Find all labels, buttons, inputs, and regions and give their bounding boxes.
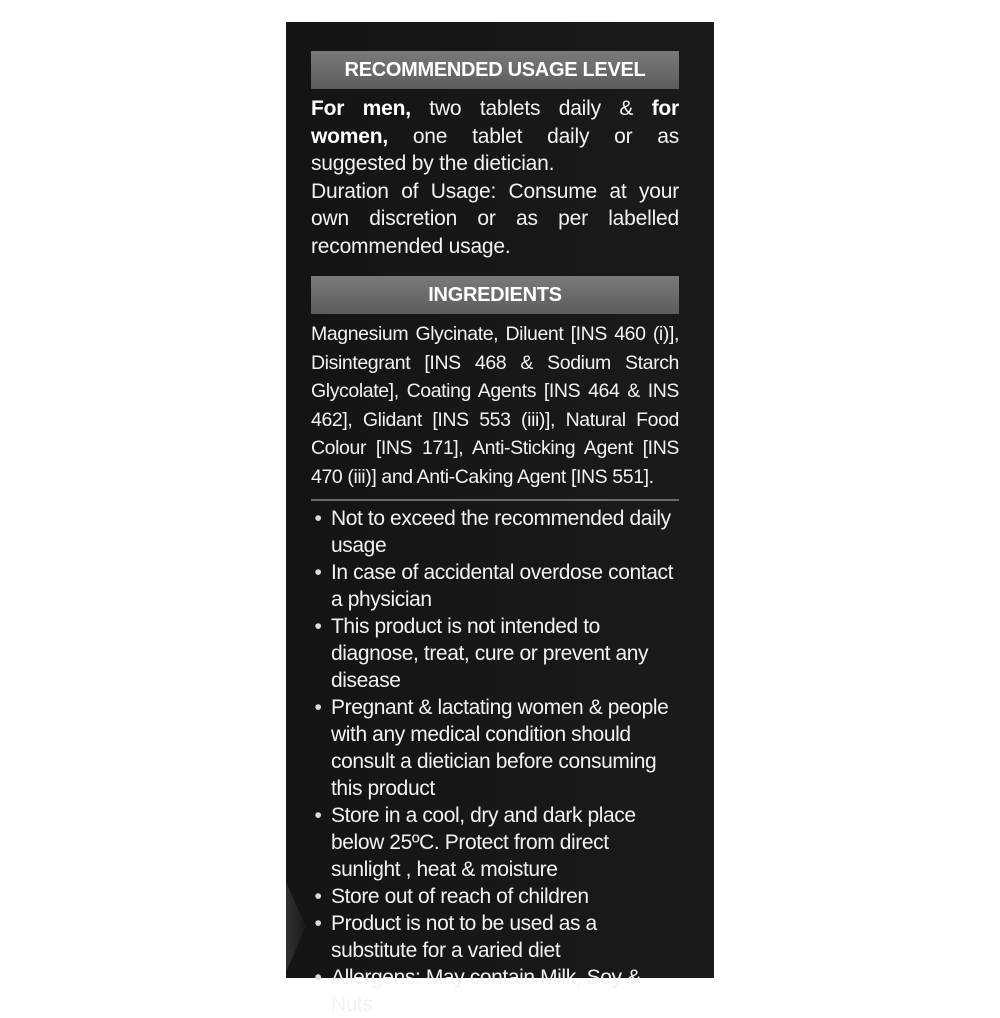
bullet-icon: • [314,696,322,719]
men-dosage: two tablets daily & [410,97,652,120]
bullet-icon: • [314,885,322,908]
warnings-list [311,505,679,1018]
usage-dosage-text [311,95,679,178]
usage-heading: RECOMMENDED USAGE LEVEL [311,51,679,89]
bullet-icon: • [314,561,322,584]
label-content [311,51,679,1018]
women-label: for women, [311,97,679,148]
men-label: For men, [311,97,411,120]
bullet-icon: • [314,966,322,989]
warning-item: • Product is not to be used as a substitute for a varied diet [311,910,679,964]
bullet-icon: • [314,507,322,530]
bullet-icon: • [314,615,322,638]
warning-item: • Allergens: May contain Milk, Soy & Nuts [311,964,679,1018]
warning-item: • Store in a cool, dry and dark place below 25ºC. Protect from direct sunlight , heat & moisture [311,802,679,883]
label-panel [286,22,714,1016]
section-divider [311,499,679,501]
warning-item: • Store out of reach of children [311,883,679,910]
warning-item: • Pregnant & lactating women & people with any medical condition should consult a dietician before consuming this product [311,694,679,802]
usage-duration-text: Duration of Usage: Consume at your own discretion or as per labelled recommended usage. [311,179,679,258]
edge-arrow-decoration [286,882,306,972]
bullet-icon: • [314,804,322,827]
ingredients-heading: INGREDIENTS [311,276,679,314]
women-dosage: one tablet daily or as suggested by the dietician. [311,124,679,175]
warning-item: • This product is not intended to diagnose, treat, cure or prevent any disease [311,613,679,694]
warning-item: • In case of accidental overdose contact a physician [311,559,679,613]
warning-item: • Not to exceed the recommended daily usage [311,505,679,559]
ingredients-text: Magnesium Glycinate, Diluent [INS 460 (i)], Disintegrant [INS 468 & Sodium Starch Glycolate], Coating Agents [INS 464 & INS 462], Glidant [INS 553 (iii)], Natural Food Colour [INS 171], Anti-Sticking Agent [INS 470 (iii)] and Anti-Caking Agent [INS 551]. [311,323,679,488]
bullet-icon: • [314,912,322,935]
